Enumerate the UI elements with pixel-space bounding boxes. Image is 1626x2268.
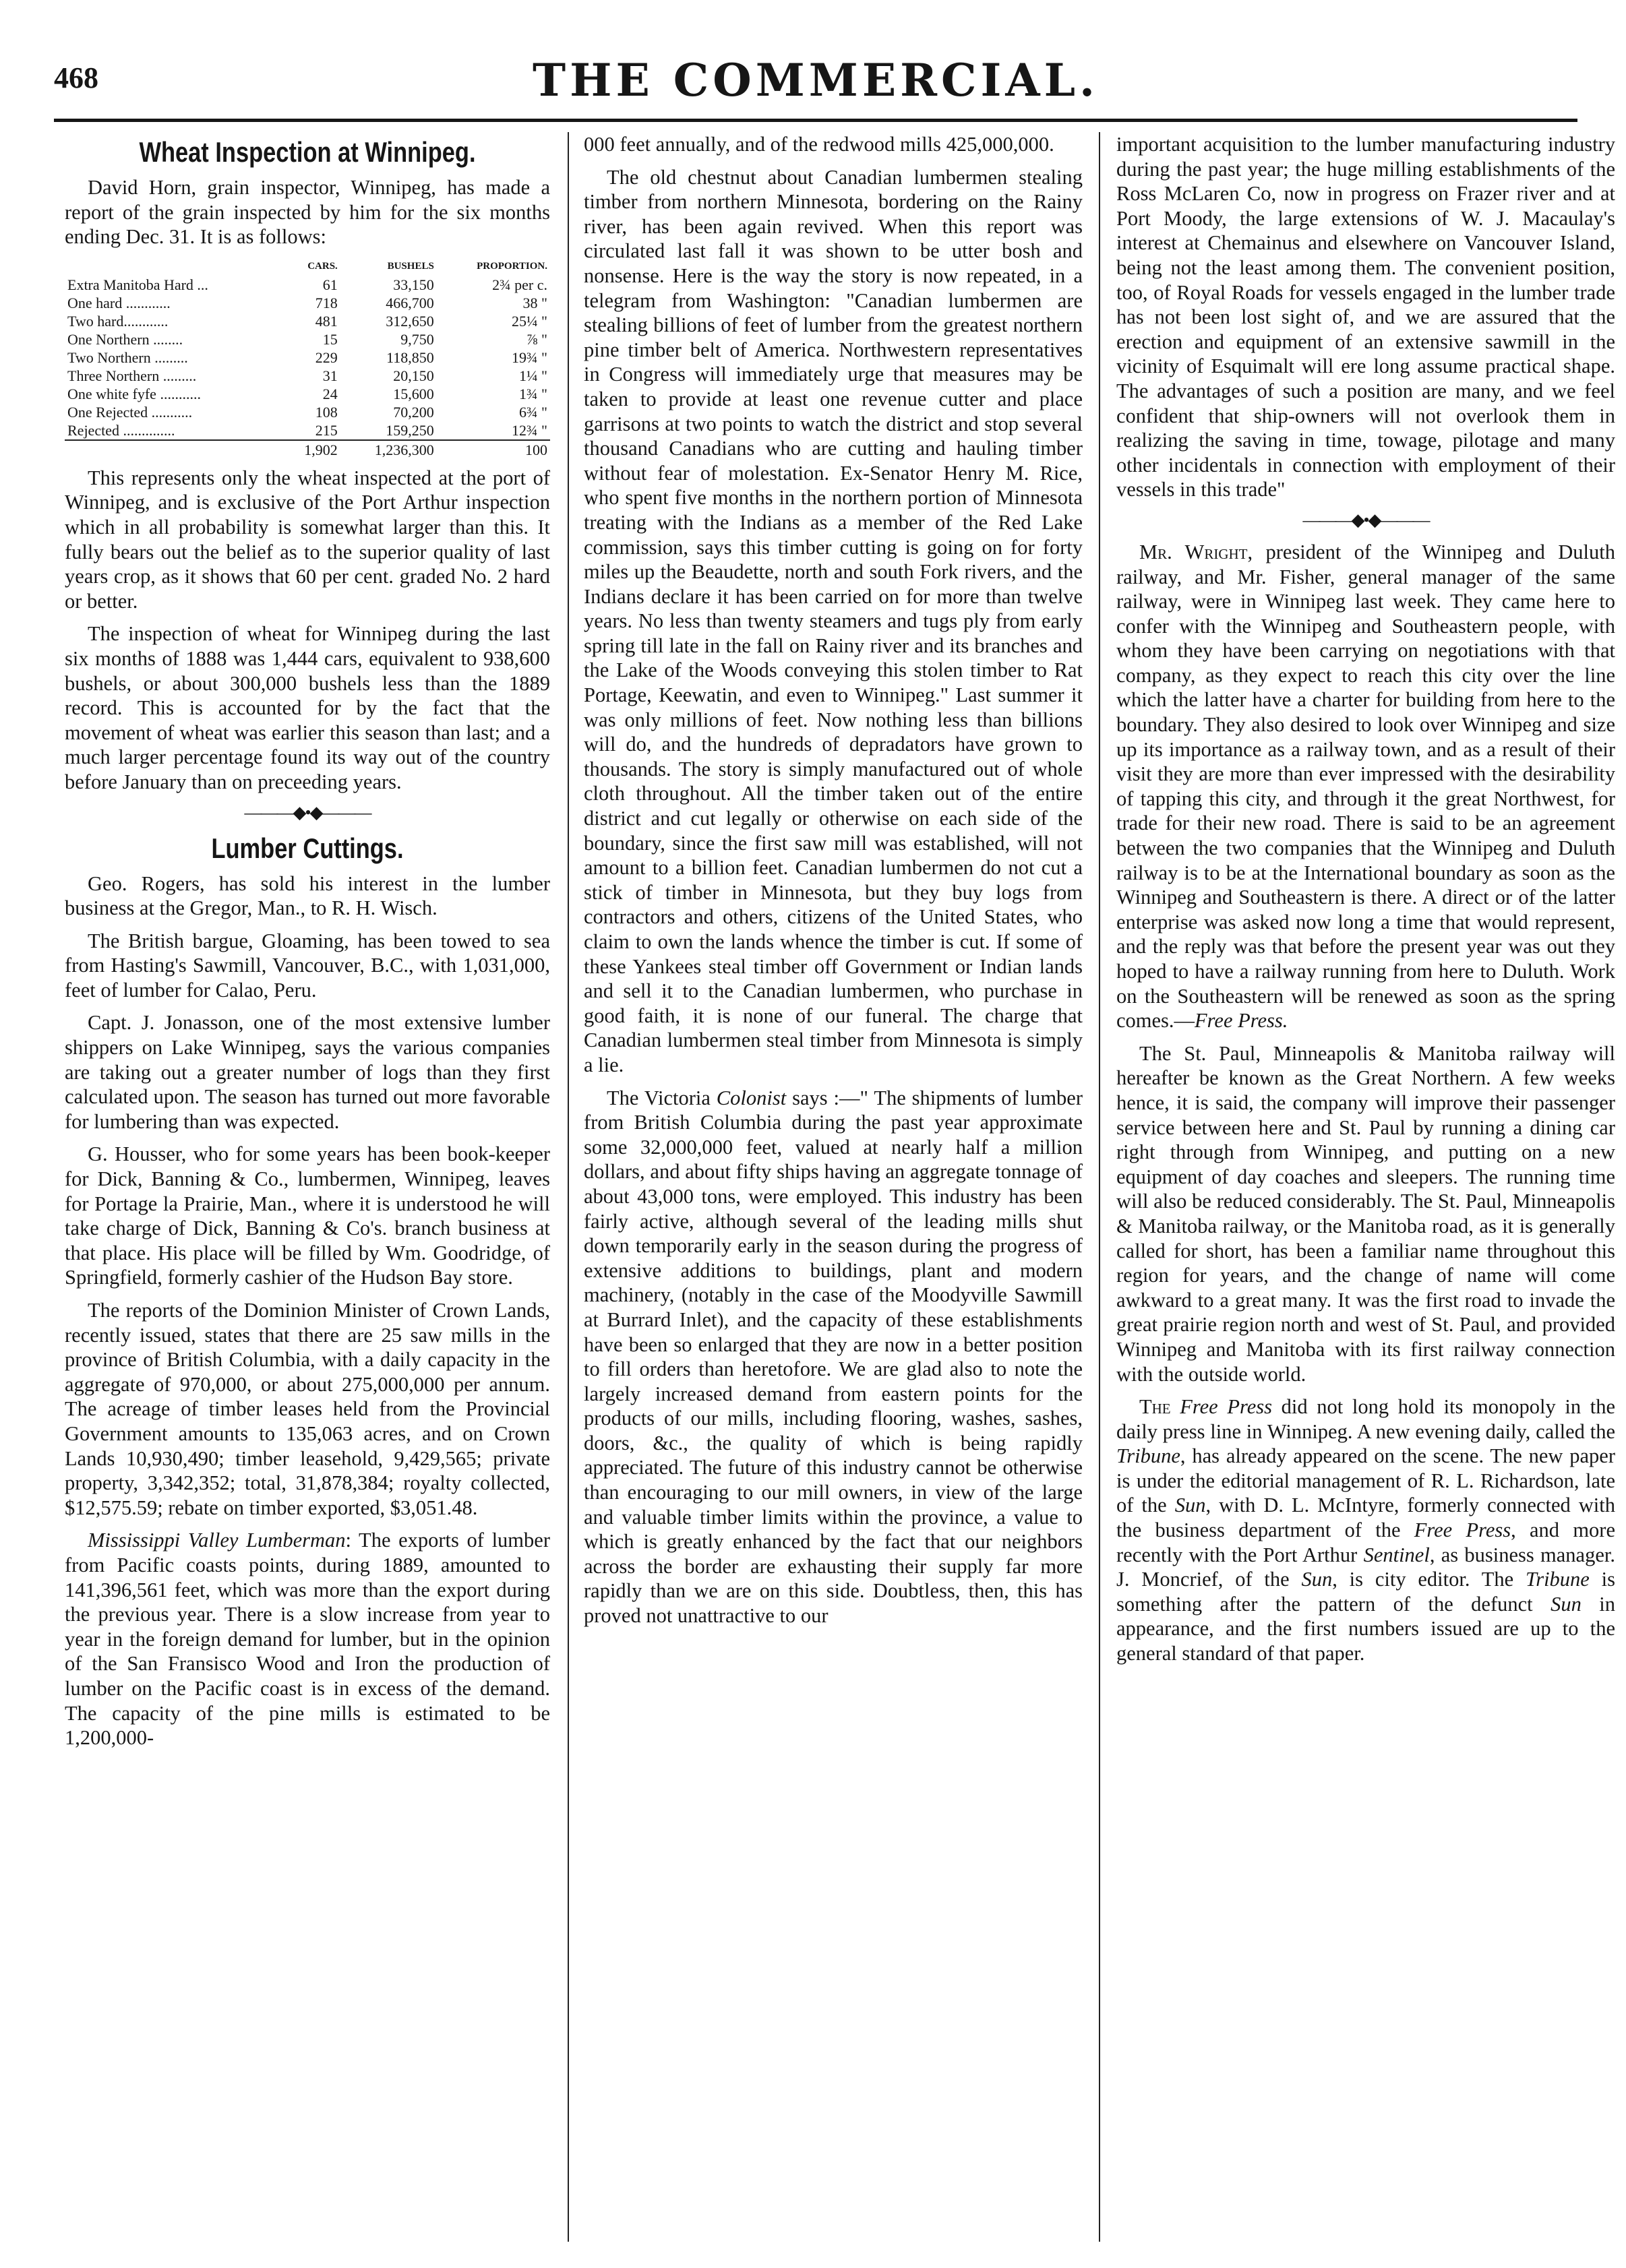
grade-cell: Three Northern .........: [67, 367, 197, 384]
total-label-cell: [65, 440, 282, 459]
chestnut-paragraph: The old chestnut about Canadian lumbermen stealing timber from northern Minnesota, bordering on the Rainy river, has been again revived. When this report was circulated last fall it was shown to be utter bosh and nonsense. Here is the way the story is now repeated, in a telegram from Washington: "Canadian lumbermen are stealing billions of feet of lumber from the greatest northern pine timber belt of America. Northwestern representatives in Congress will immediately urge that measures may be taken to provide at least one revenue cutter and place garrisons at two points to watch the district and stop several thousand Canadians who are cutting and hauling timber without fear of molestation. Ex-Senator Henry M. Rice, who spent five months in the northern portion of Minnesota treating with the Indians as a member of the Red Lake commission, says this timber cutting is going on for forty miles up the Beaudette, north and south Fork rivers, and the Indians declare it has been carried on for more than twelve years. No less than twenty steamers and tugs ply from early spring till late in the fall on Rainy river and its branches and the Lake of the Woods conveying this stolen timber to Rat Portage, Keewatin, and even to Winnipeg." Last summer it was only millions of feet. Now nothing less than billions will do, and the hundreds of depradators have grown to thousands. The story is simply manufactured out of whole cloth throughout. All the timber taken out of the entire district and cut legally or otherwise on each side of the boundary, since the first saw mill was established, will not amount to a billion feet. Canadian lumbermen do not cut a stick of timber in Minnesota, but they buy logs from contractors and others, citizens of the United States, who claim to own the lands whence the timber is cut. If some of these Yankees steal timber off Government or Indian lands and sell it to the Canadian lumbermen, who purchase in good faith, it is none of our funeral. The charge that Canadian lumbermen steal timber from Minnesota is simply a lie.: [584, 165, 1083, 1076]
wheat-paragraph: This represents only the wheat inspected at the port of Winnipeg, and is exclusive of the Port Arthur inspection which in all probability is somewhat larger than this. It fully bears out the belief as to the superior quality of last years crop, as it shows that 60 per cent. graded No. 2 hard or better.: [65, 466, 550, 613]
lumber-cuttings-headline: Lumber Cuttings.: [211, 832, 404, 864]
paragraph-text: president of the Winnipeg and Duluth railway, and Mr. Fisher, general manager of the same railway, were in Winnipeg last week. They came here to confer with the Winnipeg and Southeastern people, with whom they have been carrying on negotiations with that company, as they expect to reach this city over the line which the latter have a charter for building from here to the boundary. They also desired to look over Winnipeg and size up its importance as a railway town, and as a result of their visit they are more than ever impressed with the desirability of tapping this city, and through it the great Northwest, for trade for their new road. There is said to be an agreement between the two companies that the Winnipeg and Duluth railway is to be at the International boundary as soon as the Winnipeg and Southeastern is there. A direct or of the latter enterprise was asked now long a time that would represent, and the reply was that before the present year was out they hoped to have a railway running from here to Duluth. Work on the Southeastern will be renewed as soon as the spring comes.—: [1116, 540, 1615, 1033]
total-cars-cell: 1,902: [282, 440, 340, 459]
column-rule-2: [1099, 132, 1100, 2242]
bushels-cell: 15,600: [393, 385, 434, 402]
table-row: [65, 276, 550, 294]
table-row: [65, 385, 550, 403]
paragraph-text: : The exports of lumber from Pacific coasts points, during 1889, amounted to 141,396,561 feet, which was more than the export during the previous year. There is a slow increase from year to year in the foreign demand for lumber, but in the opinion of the San Fransisco Wood and Iron the production of lumber on the Pacific coast is in excess of the demand. The capacity of the pine mills is estimated to be 1,200,000-: [65, 1529, 550, 1750]
cars-cell: 61: [322, 276, 338, 293]
page-header: [54, 54, 1577, 115]
paragraph-text: in appearance, and the first numbers issued are up to the general standard of that paper.: [1116, 1592, 1615, 1665]
grade-cell: Rejected ..............: [67, 421, 175, 439]
total-bushels-cell: 1,236,300: [340, 440, 437, 459]
paragraph-text: The: [1139, 1395, 1180, 1419]
table-row: [65, 403, 550, 421]
masthead: THE COMMERCIAL.: [532, 54, 1100, 106]
paper-name: Tribune: [1525, 1568, 1590, 1591]
proportion-cell: 1¼ ": [519, 367, 547, 384]
section-divider: ———◆•◆———: [244, 802, 371, 822]
lumber-paragraph: Geo. Rogers, has sold his interest in the lumber business at the Gregor, Man., to R. H. Wisch.: [65, 871, 550, 920]
wheat-inspection-headline: Wheat Inspection at Winnipeg.: [139, 136, 476, 168]
paper-name: Free Press: [1414, 1519, 1511, 1542]
section-divider: ———◆•◆———: [1302, 510, 1429, 530]
bushels-cell: 466,700: [386, 294, 434, 311]
free-press-paragraph: [1116, 1394, 1615, 1666]
paragraph-text: The Victoria: [607, 1086, 717, 1109]
wheat-table: [65, 257, 550, 459]
paragraph-text: , is city editor. The: [1332, 1568, 1526, 1591]
table-row: [65, 348, 550, 367]
cars-cell: 31: [322, 367, 338, 384]
paper-name: Free Press: [1180, 1395, 1272, 1419]
table-row: [65, 367, 550, 385]
page-number: 468: [54, 61, 98, 94]
source-name: Free Press.: [1195, 1009, 1288, 1033]
header-rule: [54, 119, 1577, 122]
paragraph-text: , as business manager. J. Moncrief, of the: [1116, 1543, 1615, 1591]
column-1: [65, 132, 550, 1758]
proportion-cell: 2¾ per c.: [492, 276, 547, 293]
proportion-cell: 25¼ ": [512, 312, 547, 330]
proportion-cell: 1¾ ": [519, 385, 547, 402]
wheat-intro: David Horn, grain inspector, Winnipeg, has made a report of the grain inspected by him for the six months ending Dec. 31. It is as follows:: [65, 176, 550, 249]
grade-cell: One white fyfe ...........: [67, 385, 201, 402]
bushels-cell: 70,200: [393, 403, 434, 421]
column-2: [584, 132, 1083, 1636]
grade-cell: Two Northern .........: [67, 348, 188, 366]
column-3: [1116, 132, 1615, 1674]
paragraph-text: , with D. L. McIntyre, formerly connected with the business department of the: [1116, 1494, 1615, 1542]
source-name: Mississippi Valley Lumberman: [88, 1529, 346, 1552]
paragraph-text: , has already appeared on the scene. The new paper is under the editorial management of R. L. Richardson, late of the: [1116, 1444, 1615, 1517]
lumber-paragraph: The reports of the Dominion Minister of Crown Lands, recently issued, states that there are 25 saw mills in the province of British Columbia, with a daily capacity in the aggregate of 970,000, or about 275,000,000 per annum. The acreage of timber leases held from the Provincial Government amounts to 135,063 acres, and on Crown Lands 10,930,490; timber leasehold, 9,429,565; private property, 3,342,352; total, 31,878,384; royalty collected, $12,575.59; rebate on timber exported, $3,051.48.: [65, 1299, 550, 1519]
paper-name: Sun: [1550, 1592, 1582, 1616]
total-proportion-cell: 100: [437, 440, 550, 459]
cars-cell: 15: [322, 330, 338, 348]
table-total-row: [65, 440, 550, 459]
proportion-cell: 38 ": [522, 294, 547, 311]
grade-cell: Extra Manitoba Hard ...: [67, 276, 208, 293]
table-header-cars: CARS.: [307, 260, 338, 272]
table-row: [65, 312, 550, 330]
person-name: Mr. Wright,: [1139, 540, 1253, 563]
source-name: Colonist: [716, 1086, 787, 1109]
paper-name: Sentinel: [1363, 1543, 1430, 1566]
continued-paragraph: important acquisition to the lumber manufacturing industry during the past year; the huge milling establishments of the Ross McLaren Co, now in progress on Frazer river and at Port Moody, the large extensions of W. J. Macaulay's interest at Chemainus and elsewhere on Vancouver Island, being not the least among them. The convenient position, too, of Royal Roads for vessels engaged in the lumber trade has not been lost sight of, and we are assured that the erection and equipment of an extensive sawmill in the vicinity of Esquimalt will ere long assume practical shape. The advantages of such a position are many, and we feel confident that ship-owners will not overlook them in realizing the saving in time, towage, pilotage and many other incidentals in connection with employment of their vessels in this trade": [1116, 133, 1615, 501]
proportion-cell: 6¾ ": [519, 403, 547, 421]
bushels-cell: 20,150: [393, 367, 434, 384]
paper-name: Sun: [1174, 1494, 1206, 1517]
proportion-cell: ⅞ ": [526, 330, 547, 348]
table-header: [65, 257, 282, 276]
cars-cell: 108: [315, 403, 338, 421]
wheat-table-header-row: [65, 257, 550, 276]
column-rule-1: [568, 132, 569, 2242]
table-row: [65, 421, 550, 440]
bushels-cell: 118,850: [386, 348, 434, 366]
st-paul-paragraph: The St. Paul, Minneapolis & Manitoba railway will hereafter be known as the Great Northern. A few weeks hence, it is said, the company will improve their passenger service between here and St. Paul by running a dining car right through from Winnipeg, and putting on a new equipment of day coaches and sleepers. The running time will also be reduced considerably. The St. Paul, Minneapolis & Manitoba railway, or the Manitoba road, as it is generally called for short, has been a familiar name throughout this region for years, and the change of name will come awkward to a great many. It was the first road to invade the great prairie region north and west of St. Paul, and provided Winnipeg and Manitoba with its first railway connection with the outside world.: [1116, 1041, 1615, 1386]
mississippi-paragraph: [65, 1528, 550, 1750]
cars-cell: 215: [315, 421, 338, 439]
lumber-paragraph: Capt. J. Jonasson, one of the most extensive lumber shippers on Lake Winnipeg, says the various companies are taking out a greater number of logs than they first calculated upon. The season has turned out more favorable for lumbering than was expected.: [65, 1011, 550, 1133]
cars-cell: 718: [315, 294, 338, 311]
proportion-cell: 12¾ ": [512, 421, 547, 439]
cars-cell: 24: [322, 385, 338, 402]
grade-cell: One Rejected ...........: [67, 403, 193, 421]
table-row: [65, 330, 550, 348]
wright-paragraph: [1116, 540, 1615, 1033]
grade-cell: One hard ............: [67, 294, 171, 311]
continued-paragraph: 000 feet annually, and of the redwood mills 425,000,000.: [584, 133, 1054, 156]
lumber-paragraph: The British bargue, Gloaming, has been towed to sea from Hasting's Sawmill, Vancouver, B.C., with 1,031,000, feet of lumber for Calao, Peru.: [65, 929, 550, 1002]
grade-cell: Two hard............: [67, 312, 169, 330]
cars-cell: 229: [315, 348, 338, 366]
paper-name: Tribune: [1116, 1444, 1180, 1468]
bushels-cell: 33,150: [393, 276, 434, 293]
victoria-paragraph: [584, 1086, 1083, 1628]
paragraph-text: is something after the pattern of the defunct: [1116, 1568, 1616, 1616]
paragraph-text: says :—" The shipments of lumber from British Columbia during the past year approximate some 32,000,000 feet, valued at nearly half a million dollars, and about fifty ships having an aggregate tonnage of about 43,000 tons, were employed. This industry has been fairly active, although several of the leading mills shut down temporarily early in the season during the progress of extensive additions to buildings, plant and modern machinery, (notably in the case of the Moodyville Sawmill at Burrard Inlet), and the capacity of these establishments have been so enlarged that they are now in a better position to fill orders than heretofore. We are glad also to note the largely increased demand from eastern points for the products of our mills, including flooring, washes, sashes, doors, &c., the quality of which is being rapidly appreciated. The future of this industry cannot be otherwise than encouraging to our mill owners, in view of the large and valuable timber limits within the province, a value to which is greatly enhanced by the fact that our neighbors across the border are exhausting their supply far more rapidly than we are on this side. Doubtless, then, this has proved not unattractive to our: [584, 1086, 1083, 1628]
cars-cell: 481: [315, 312, 338, 330]
bushels-cell: 9,750: [400, 330, 434, 348]
paper-name: Sun: [1301, 1568, 1333, 1591]
table-header-bushels: BUSHELS: [387, 260, 434, 272]
bushels-cell: 159,250: [386, 421, 434, 439]
paragraph-text: , and more recently with the Port Arthur: [1116, 1519, 1615, 1566]
paragraph-text: did not long hold its monopoly in the daily press line in Winnipeg. A new evening daily, called the: [1116, 1395, 1615, 1443]
grade-cell: One Northern ........: [67, 330, 183, 348]
proportion-cell: 19¾ ": [512, 348, 547, 366]
wheat-paragraph: The inspection of wheat for Winnipeg during the last six months of 1888 was 1,444 cars, equivalent to 938,600 bushels, or about 300,000 bushels less than the 1889 record. This is accounted for by the fact that the movement of wheat was earlier this season than last; and a much larger percentage found its way out of the country before January than on preceeding years.: [65, 622, 550, 793]
table-header-proportion: PROPORTION.: [477, 260, 547, 272]
lumber-paragraph: G. Housser, who for some years has been book-keeper for Dick, Banning & Co., lumbermen, Winnipeg, leaves for Portage la Prairie, Man., where it is understood he will take charge of Dick, Banning & Co's. branch business at that place. His place will be filled by Wm. Goodridge, of Springfield, formerly cashier of the Hudson Bay store.: [65, 1142, 550, 1289]
bushels-cell: 312,650: [386, 312, 434, 330]
table-row: [65, 294, 550, 312]
